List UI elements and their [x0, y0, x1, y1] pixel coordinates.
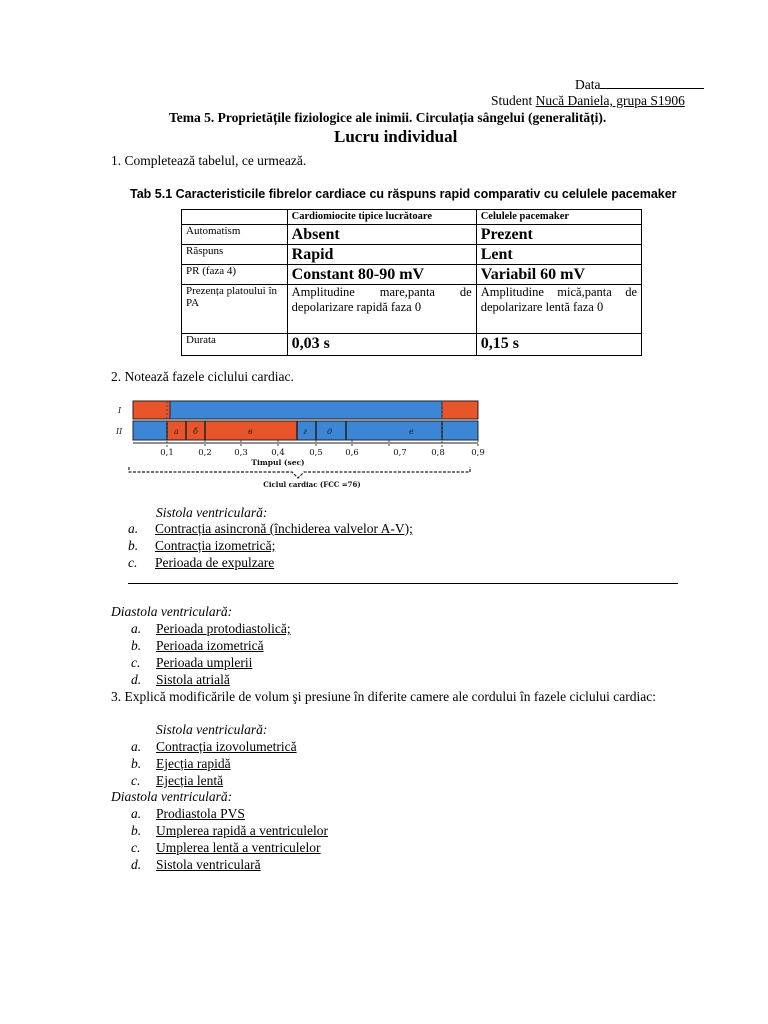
cell-value: Variabil 60 mV	[476, 265, 641, 285]
list-text: Sistola atrială	[156, 672, 230, 687]
segment-label: е	[409, 427, 414, 436]
list-text: Contracția izovolumetrică	[156, 739, 297, 754]
segment-label: б	[193, 427, 198, 436]
list-letter: b.	[131, 756, 142, 771]
tick-label: 0,8	[431, 448, 445, 458]
header-cell-empty	[182, 210, 288, 225]
list-text: Prodiastola PVS	[156, 806, 245, 821]
header-cell-pacemaker: Celulele pacemaker	[476, 210, 641, 225]
table-row	[182, 285, 642, 334]
row-label: PR (faza 4)	[182, 265, 288, 285]
cell-value: Rapid	[287, 245, 476, 265]
tick-label: 0,5	[309, 448, 323, 458]
row2-segment-blue	[297, 421, 478, 440]
q1-text: 1. Completează tabelul, ce urmează.	[111, 153, 307, 168]
tick-label: 0,6	[345, 448, 359, 458]
list-text: Umplerea rapidă a ventriculelor	[156, 823, 329, 838]
table-row	[182, 334, 642, 356]
cycle-brace	[129, 467, 470, 478]
tick-label: 0,7	[393, 448, 407, 458]
list-text: Contracția asincronă (închiderea valvelor A-V);	[155, 521, 413, 536]
list-letter: b.	[131, 823, 142, 838]
row-label-II: II	[116, 427, 123, 436]
segment-label: a	[174, 427, 179, 436]
list-text: Perioada izometrică	[156, 638, 264, 653]
date-blank	[600, 76, 704, 89]
row1-segment-red	[442, 401, 478, 419]
date-label: Data	[575, 77, 601, 92]
list-text: Sistola ventriculară	[156, 857, 261, 872]
list-letter: c.	[131, 840, 141, 855]
list-letter: c.	[131, 655, 141, 670]
q3-systole-title: Sistola ventriculară:	[156, 722, 268, 737]
tick-label: 0,2	[198, 448, 212, 458]
characteristics-table	[181, 209, 642, 356]
row-label: Durata	[182, 334, 288, 356]
q3-text: 3. Explică modificările de volum şi presiune în diferite camere ale cordului în fazele ciclului cardiac:	[111, 689, 657, 704]
cell-value: Prezent	[476, 225, 641, 245]
list-text: Umplerea lentă a ventriculelor	[156, 840, 321, 855]
tick-label: 0,1	[160, 448, 174, 458]
list-letter: c.	[128, 555, 138, 570]
list-letter: a.	[131, 621, 142, 636]
student-name: Nucă Daniela, grupa S1906	[535, 93, 685, 108]
cell-value: 0,03 s	[287, 334, 476, 356]
row1-segment-red	[133, 401, 170, 419]
table-row	[182, 265, 642, 285]
table-caption: Tab 5.1 Caracteristicile fibrelor cardiace cu răspuns rapid comparativ cu celulele pacemaker	[130, 187, 677, 201]
row-label: Răspuns	[182, 245, 288, 265]
list-letter: b.	[131, 638, 142, 653]
row-label: Automatism	[182, 225, 288, 245]
cell-value: 0,15 s	[476, 334, 641, 356]
list-text: Contracția izometrică;	[155, 538, 276, 553]
list-letter: d.	[131, 672, 142, 687]
student-line	[491, 93, 685, 109]
separator-line	[128, 583, 678, 584]
q2-systole-title: Sistola ventriculară:	[156, 505, 268, 520]
axis-label: Timpul (sec)	[251, 458, 305, 467]
date-line	[575, 76, 704, 93]
page-title: Tema 5. Proprietățile fiziologice ale inimii. Circulația sângelui (generalități).	[169, 110, 607, 125]
segment-label: д	[327, 427, 333, 436]
q2-text: 2. Notează fazele ciclului cardiac.	[111, 369, 294, 384]
list-letter: b.	[128, 538, 139, 553]
row2-segment-blue	[133, 421, 167, 440]
list-text: Perioada protodiastolică;	[156, 621, 291, 636]
q3-diastole-title: Diastola ventriculară:	[111, 789, 233, 804]
cell-value: Lent	[476, 245, 641, 265]
list-letter: d.	[131, 857, 142, 872]
cell-value: Absent	[287, 225, 476, 245]
page-subtitle: Lucru individual	[334, 127, 458, 146]
table-header-row	[182, 210, 642, 225]
list-text: Perioada de expulzare	[155, 555, 275, 570]
tick-label: 0,4	[271, 448, 285, 458]
table-row	[182, 225, 642, 245]
row-label: Prezența platoului în PA	[182, 285, 288, 334]
list-text: Ejecția rapidă	[156, 756, 231, 771]
segment-label: в	[248, 427, 253, 436]
list-text: Perioada umplerii	[156, 655, 253, 670]
list-text: Ejecția lentă	[156, 773, 224, 788]
list-letter: a.	[131, 806, 142, 821]
cell-value: Amplitudine mare,panta de depolarizare rapidă faza 0	[287, 285, 476, 334]
list-letter: a.	[128, 521, 139, 536]
student-label: Student	[491, 93, 533, 108]
tick-label: 0,3	[234, 448, 248, 458]
cell-value: Constant 80-90 mV	[287, 265, 476, 285]
cardiac-cycle-diagram	[112, 396, 488, 492]
row1-segment-blue	[170, 401, 442, 419]
cycle-label: Ciclul cardiac (FCC =76)	[263, 480, 361, 489]
tick-label: 0,9	[471, 448, 485, 458]
header-cell-cardiomyocytes: Cardiomiocite tipice lucrătoare	[287, 210, 476, 225]
list-letter: c.	[131, 773, 141, 788]
cell-value: Amplitudine mică,panta de depolarizare lentă faza 0	[476, 285, 641, 334]
row-label-I: I	[118, 406, 122, 415]
list-letter: a.	[131, 739, 142, 754]
q2-diastole-title: Diastola ventriculară:	[111, 604, 233, 619]
table-row	[182, 245, 642, 265]
segment-label: г	[303, 427, 308, 436]
